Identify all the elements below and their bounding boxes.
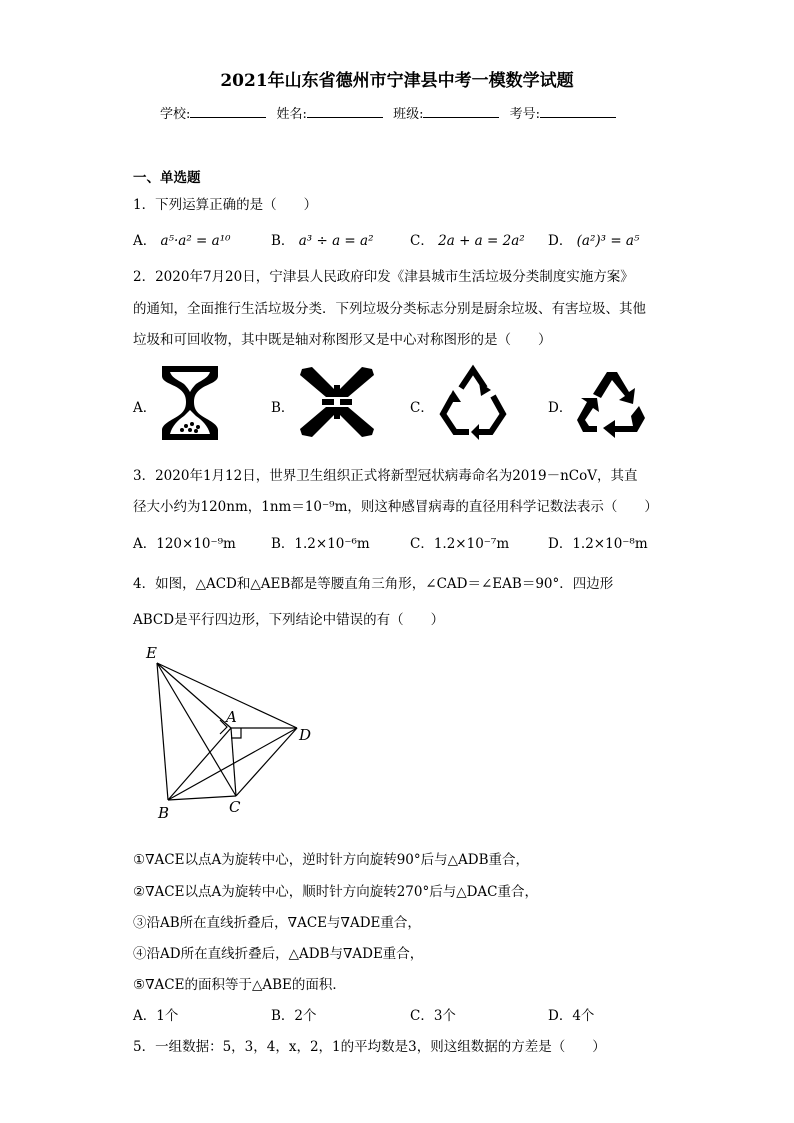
q3-option-d[interactable]: D．1.2×10⁻⁸m <box>548 536 648 552</box>
q4-statement-2: ②∇ACE以点A为旋转中心，顺时针方向旋转270°后与△DAC重合， <box>133 884 539 900</box>
point-e-label: E <box>146 644 157 662</box>
q3-option-a[interactable]: A．120×10⁻⁹m <box>133 536 236 552</box>
q1-option-c-label: C． <box>410 233 434 249</box>
point-c-label: C <box>229 798 241 816</box>
q1-option-d-expr: (a²)³ = a⁵ <box>576 233 640 249</box>
q1-option-a-expr: a⁵·a² = a¹⁰ <box>160 233 231 249</box>
q5-line-1: 5．一组数据：5，3，4，x，2，1的平均数是3，则这组数据的方差是（ ） <box>133 1039 606 1055</box>
page-title: 2021年山东省德州市宁津县中考一模数学试题 <box>220 71 574 91</box>
q3-line-2: 径大小约为120nm，1nm＝10⁻⁹m，则这种感冒病毒的直径用科学记数法表示（ ） <box>133 499 658 515</box>
q2-option-b[interactable]: B． <box>271 400 295 416</box>
student-info <box>160 103 622 122</box>
q4-statement-1: ①∇ACE以点A为旋转中心，逆时针方向旋转90°后与△ADB重合， <box>133 852 530 868</box>
recyclable-icon <box>577 370 647 438</box>
q1-option-d-label: D． <box>548 233 573 249</box>
q3-option-c[interactable]: C．1.2×10⁻⁷m <box>410 536 510 552</box>
point-d-label: D <box>299 726 312 744</box>
q1-option-a[interactable] <box>133 229 231 249</box>
q4-line-1: 4．如图，△ACD和△AEB都是等腰直角三角形，∠CAD＝∠EAB＝90°．四边形 <box>133 576 614 592</box>
q4-statement-4: ④沿AD所在直线折叠后，△ADB与∇ADE重合， <box>133 946 424 962</box>
q4-option-d[interactable]: D．4个 <box>548 1008 595 1024</box>
q2-option-a[interactable]: A． <box>133 400 157 416</box>
section-heading: 一、单选题 <box>133 170 201 186</box>
point-a-label: A <box>226 708 237 726</box>
q1-option-c-expr: 2a + a = 2a² <box>438 233 525 249</box>
name-label: 姓名: <box>276 107 307 122</box>
q1-option-c[interactable] <box>410 229 525 249</box>
q2-line-1: 2．2020年7月20日，宁津县人民政府印发《津县城市生活垃圾分类制度实施方案》 <box>133 269 634 285</box>
q1-option-b-label: B． <box>271 233 295 249</box>
q1-option-b[interactable] <box>271 229 373 249</box>
number-label: 考号: <box>509 107 540 122</box>
other-waste-icon <box>439 364 507 440</box>
number-blank[interactable] <box>540 105 616 118</box>
q2-option-d[interactable]: D． <box>548 400 573 416</box>
q4-option-a[interactable]: A．1个 <box>133 1008 179 1024</box>
class-label: 班级: <box>393 107 424 122</box>
kitchen-waste-icon <box>158 364 222 442</box>
q1-stem: 1．下列运算正确的是（ ） <box>133 197 318 213</box>
q2-line-2: 的通知，全面推行生活垃圾分类．下列垃圾分类标志分别是厨余垃圾、有害垃圾、其他 <box>133 301 646 317</box>
q3-option-b[interactable]: B．1.2×10⁻⁶m <box>271 536 370 552</box>
point-b-label: B <box>158 804 170 822</box>
q4-line-2: ABCD是平行四边形，下列结论中错误的有（ ） <box>133 612 445 628</box>
school-blank[interactable] <box>190 105 266 118</box>
school-label: 学校: <box>160 107 191 122</box>
q1-option-d[interactable] <box>548 229 639 249</box>
q4-statement-5: ⑤∇ACE的面积等于△ABE的面积． <box>133 977 346 993</box>
q3-line-1: 3．2020年1月12日，世界卫生组织正式将新型冠状病毒命名为2019－nCoV，其直 <box>133 468 638 484</box>
q2-option-c[interactable]: C． <box>410 400 434 416</box>
class-blank[interactable] <box>423 105 499 118</box>
q4-option-c[interactable]: C．3个 <box>410 1008 456 1024</box>
q2-line-3: 垃圾和可回收物，其中既是轴对称图形又是中心对称图形的是（ ） <box>133 332 552 348</box>
q4-geometry-figure <box>140 640 330 825</box>
q4-statement-3: ③沿AB所在直线折叠后，∇ACE与∇ADE重合， <box>133 915 421 931</box>
q1-option-a-label: A． <box>133 233 157 249</box>
q4-option-b[interactable]: B．2个 <box>271 1008 317 1024</box>
hazardous-waste-icon <box>298 365 376 439</box>
q1-option-b-expr: a³ ÷ a = a² <box>298 233 374 249</box>
name-blank[interactable] <box>307 105 383 118</box>
